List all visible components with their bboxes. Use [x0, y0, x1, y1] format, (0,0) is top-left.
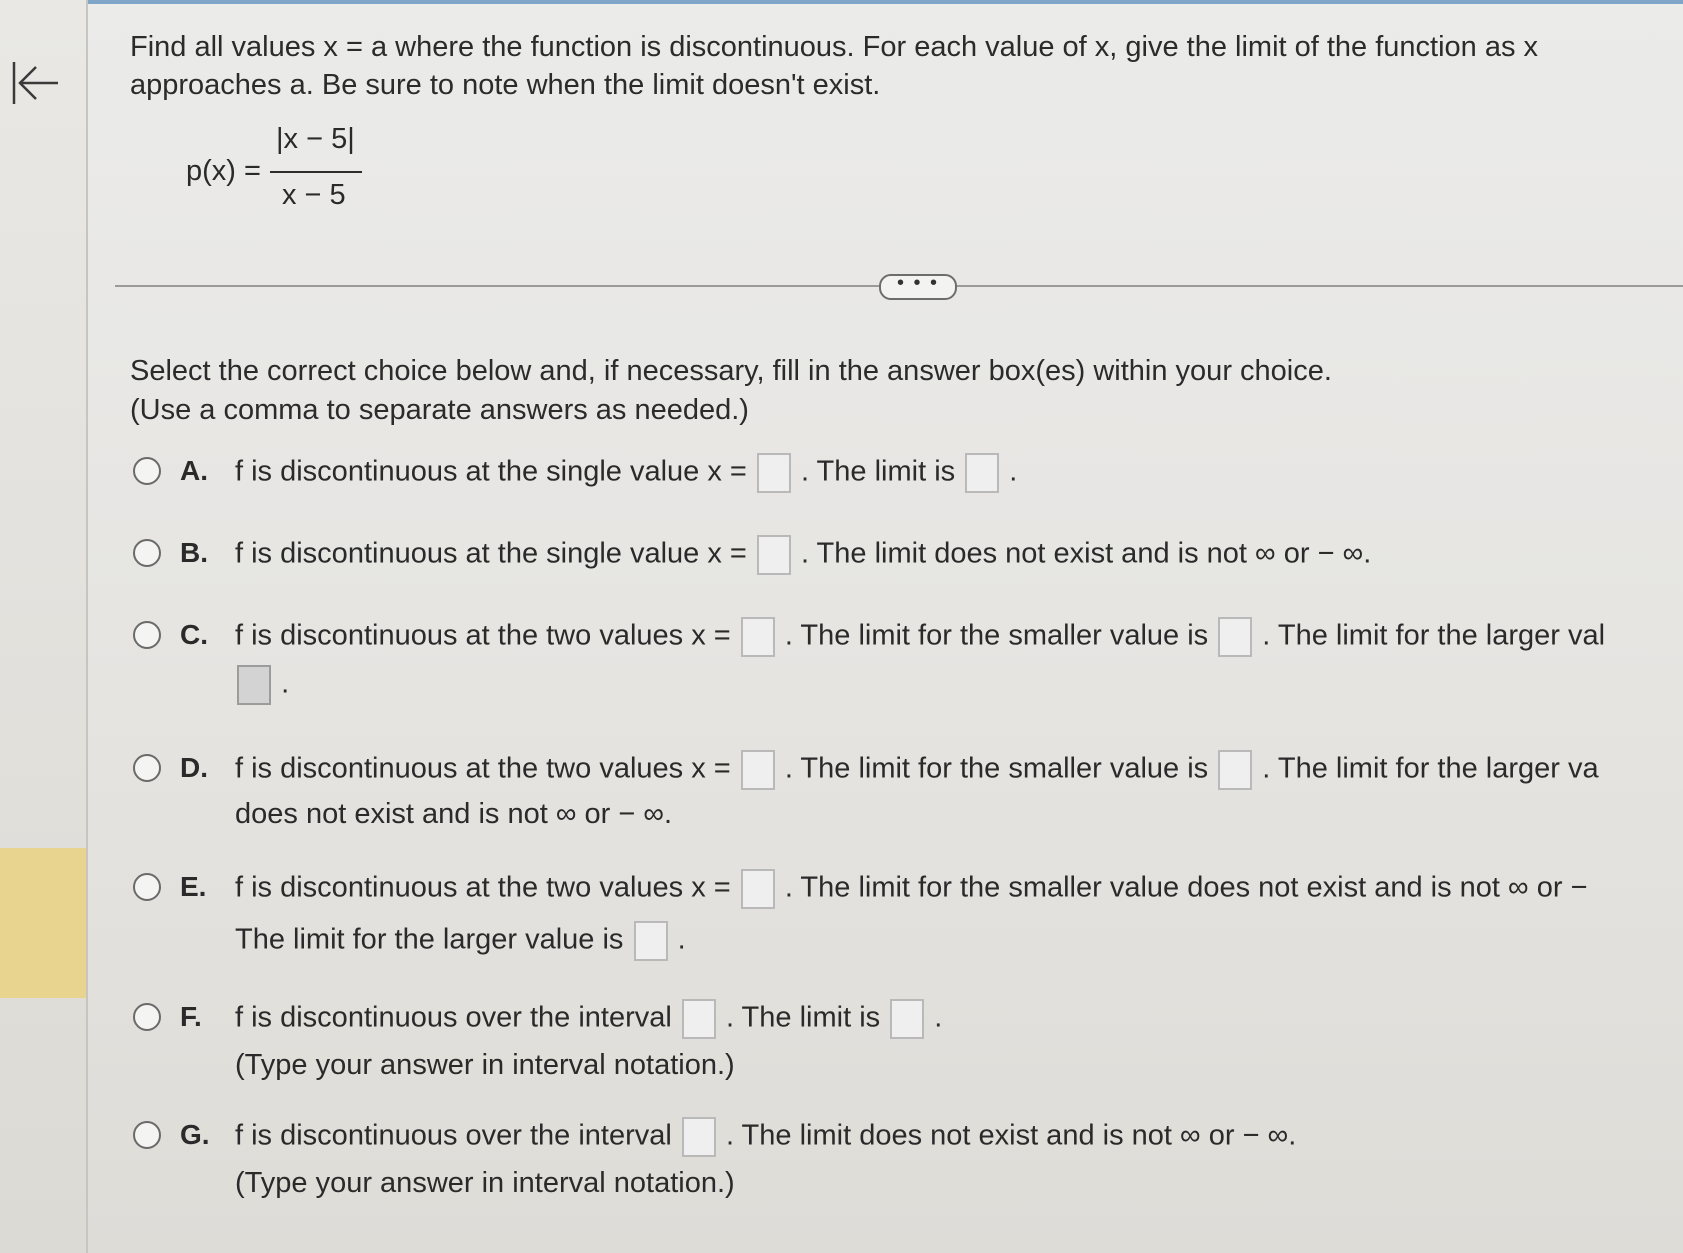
choice-line	[235, 617, 1605, 657]
top-accent-strip	[86, 0, 1683, 4]
answer-box-smaller-limit[interactable]	[1218, 750, 1252, 790]
fraction-bar	[270, 171, 362, 173]
question-text: Find all values x = a where the function is discontinuous. For each value of x, give the limit of the function as x approaches a. Be sure to note when the limit doesn't exist.	[130, 31, 1539, 101]
choice-text: . The limit does not exist and is not ∞ or − ∞.	[725, 1119, 1297, 1152]
choice-line-2	[235, 665, 289, 705]
radio-button-icon[interactable]	[133, 457, 161, 485]
answer-box-interval[interactable]	[682, 999, 716, 1039]
radio-button-icon[interactable]	[133, 754, 161, 782]
choice-text: . The limit for the smaller value does not exist and is not ∞ or −	[784, 871, 1588, 904]
choice-text: . The limit for the smaller value is	[784, 619, 1209, 652]
choice-text: . The limit is	[800, 455, 956, 488]
choice-text: .	[281, 667, 290, 700]
choice-line	[235, 869, 1588, 909]
choice-letter: A.	[180, 455, 208, 486]
instruction-line-1: Select the correct choice below and, if necessary, fill in the answer box(es) within your choice.	[130, 355, 1332, 387]
choice-text: f is discontinuous at the single value x =	[235, 537, 747, 570]
function-numerator: |x − 5|	[276, 123, 355, 155]
choice-line-2: (Type your answer in interval notation.)	[235, 1049, 735, 1081]
function-lhs: p(x) =	[186, 155, 261, 187]
answer-box-interval[interactable]	[682, 1117, 716, 1157]
choice-text: The limit for the larger value is	[235, 923, 624, 956]
choice-text: . The limit for the larger va	[1262, 752, 1599, 785]
answer-box-limit[interactable]	[890, 999, 924, 1039]
choice-line	[235, 1117, 1296, 1157]
radio-button-icon[interactable]	[133, 1003, 161, 1031]
choice-line	[235, 535, 1371, 575]
function-denominator: x − 5	[282, 179, 346, 211]
choice-line-2	[235, 921, 686, 961]
answer-box-x[interactable]	[741, 750, 775, 790]
answer-box-limit[interactable]	[965, 453, 999, 493]
answer-box-x[interactable]	[757, 453, 791, 493]
choice-line	[235, 453, 1017, 493]
answer-box-larger-limit[interactable]	[237, 665, 271, 705]
choice-text: . The limit for the smaller value is	[784, 752, 1209, 785]
choice-text: .	[934, 1001, 943, 1034]
radio-button-icon[interactable]	[133, 539, 161, 567]
answer-box-larger-limit[interactable]	[634, 921, 668, 961]
choice-line-2: does not exist and is not ∞ or − ∞.	[235, 798, 673, 830]
choice-letter: E.	[180, 871, 207, 902]
choice-text: f is discontinuous at the two values x =	[235, 871, 731, 904]
answer-box-smaller-limit[interactable]	[1218, 617, 1252, 657]
choice-line	[235, 750, 1599, 790]
answer-box-x[interactable]	[741, 617, 775, 657]
arrow-to-left-icon[interactable]	[10, 58, 60, 108]
choice-text: . The limit for the larger val	[1262, 619, 1606, 652]
radio-button-icon[interactable]	[133, 1121, 161, 1149]
choice-text: .	[1009, 455, 1018, 488]
instruction-line-2: (Use a comma to separate answers as needed.)	[130, 394, 749, 426]
choice-text: f is discontinuous at the two values x =	[235, 619, 731, 652]
choice-text: f is discontinuous at the single value x =	[235, 455, 747, 488]
choice-letter: F.	[180, 1001, 202, 1032]
choice-text: . The limit does not exist and is not ∞ or − ∞.	[800, 537, 1372, 570]
answer-box-x[interactable]	[741, 869, 775, 909]
choice-text: .	[677, 923, 686, 956]
answer-box-x[interactable]	[757, 535, 791, 575]
choice-text: f is discontinuous over the interval	[235, 1001, 672, 1034]
choice-text: f is discontinuous over the interval	[235, 1119, 672, 1152]
radio-button-icon[interactable]	[133, 621, 161, 649]
choice-letter: B.	[180, 537, 208, 568]
choice-letter: D.	[180, 752, 208, 783]
choice-line	[235, 999, 942, 1039]
choice-text: . The limit is	[725, 1001, 881, 1034]
radio-button-icon[interactable]	[133, 873, 161, 901]
left-rail	[0, 0, 88, 1253]
rail-highlight	[0, 848, 86, 998]
choice-letter: G.	[180, 1119, 210, 1150]
choice-text: f is discontinuous at the two values x =	[235, 752, 731, 785]
more-button[interactable]: • • •	[879, 274, 957, 300]
choice-line-2: (Type your answer in interval notation.)	[235, 1167, 735, 1199]
choice-letter: C.	[180, 619, 208, 650]
